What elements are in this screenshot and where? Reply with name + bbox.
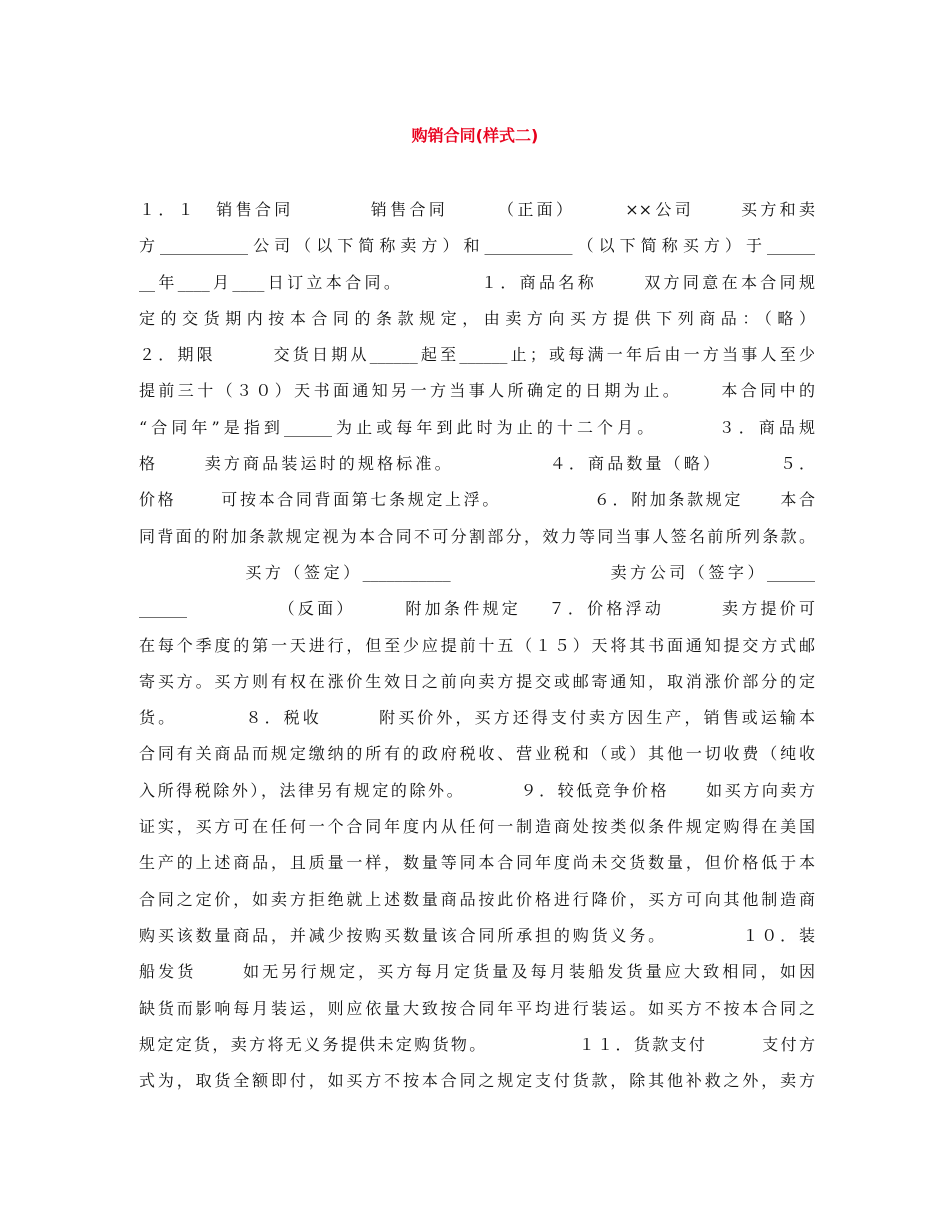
body-line: “合同年”是指到______为止或每年到此时为止的十二个月。 ３．商品规 [139, 417, 815, 437]
body-line: 缺货而影响每月装运，则应依量大致按合同年平均进行装运。如买方不按本合同之 [139, 998, 815, 1018]
body-line: 购买该数量商品，并减少按购买数量该合同所承担的购货义务。 １０．装 [139, 925, 815, 945]
body-line: __年____月____日订立本合同。 １．商品名称 双方同意在本合同规 [139, 272, 815, 292]
body-line: 方___________公司（以下简称卖方）和___________（以下简称买方）于______ [139, 236, 815, 256]
contract-body [139, 192, 815, 1099]
document-title: 购销合同(样式二) [411, 126, 539, 145]
body-line: 生产的上述商品，且质量一样，数量等同本合同年度尚未交货数量，但价格低于本 [139, 853, 815, 873]
body-line: 入所得税除外），法律另有规定的除外。 ９．较低竞争价格 如买方向卖方 [139, 780, 815, 800]
body-line: 同背面的附加条款规定视为本合同不可分割部分，效力等同当事人签名前所列条款。 [139, 526, 815, 546]
body-line: 价格 可按本合同背面第七条规定上浮。 ６．附加条款规定 本合 [139, 490, 815, 510]
body-line: 式为，取货全额即付，如买方不按本合同之规定支付货款，除其他补救之外，卖方 [139, 1071, 815, 1091]
body-line: 合同有关商品而规定缴纳的所有的政府税收、营业税和（或）其他一切收费（纯收 [139, 744, 815, 764]
body-line: 船发货 如无另行规定，买方每月定货量及每月装船发货量应大致相同，如因 [139, 962, 815, 982]
body-line: 在每个季度的第一天进行，但至少应提前十五（１５）天将其书面通知提交方式邮 [139, 635, 815, 655]
body-line: 买方（签定）___________ 卖方公司（签字）______ [139, 562, 815, 582]
body-line: 规定定货，卖方将无义务提供未定购货物。 １１．货款支付 支付方 [139, 1034, 815, 1054]
body-line: 格 卖方商品装运时的规格标准。 ４．商品数量（略） ５． [139, 454, 815, 474]
body-line: 货。 ８．税收 附买价外，买方还得支付卖方因生产，销售或运输本 [139, 708, 815, 728]
body-line: 证实，买方可在任何一个合同年度内从任何一制造商处按类似条件规定购得在美国 [139, 817, 815, 837]
body-line: １．１ 销售合同 销售合同 （正面） ××公司 买方和卖 [139, 200, 815, 219]
body-line: 合同之定价，如卖方拒绝就上述数量商品按此价格进行降价，买方可向其他制造商 [139, 889, 815, 909]
body-line: 定的交货期内按本合同的条款规定，由卖方向买方提供下列商品：（略） [139, 308, 815, 328]
body-line: ２．期限 交货日期从______起至______止；或每满一年后由一方当事人至少 [139, 345, 815, 365]
body-line: 寄买方。买方则有权在涨价生效日之前向卖方提交或邮寄通知，取消涨价部分的定 [139, 671, 815, 691]
body-line: ______ （反面） 附加条件规定 ７．价格浮动 卖方提价可 [139, 599, 815, 619]
body-line: 提前三十（３０）天书面通知另一方当事人所确定的日期为止。 本合同中的 [139, 381, 815, 401]
